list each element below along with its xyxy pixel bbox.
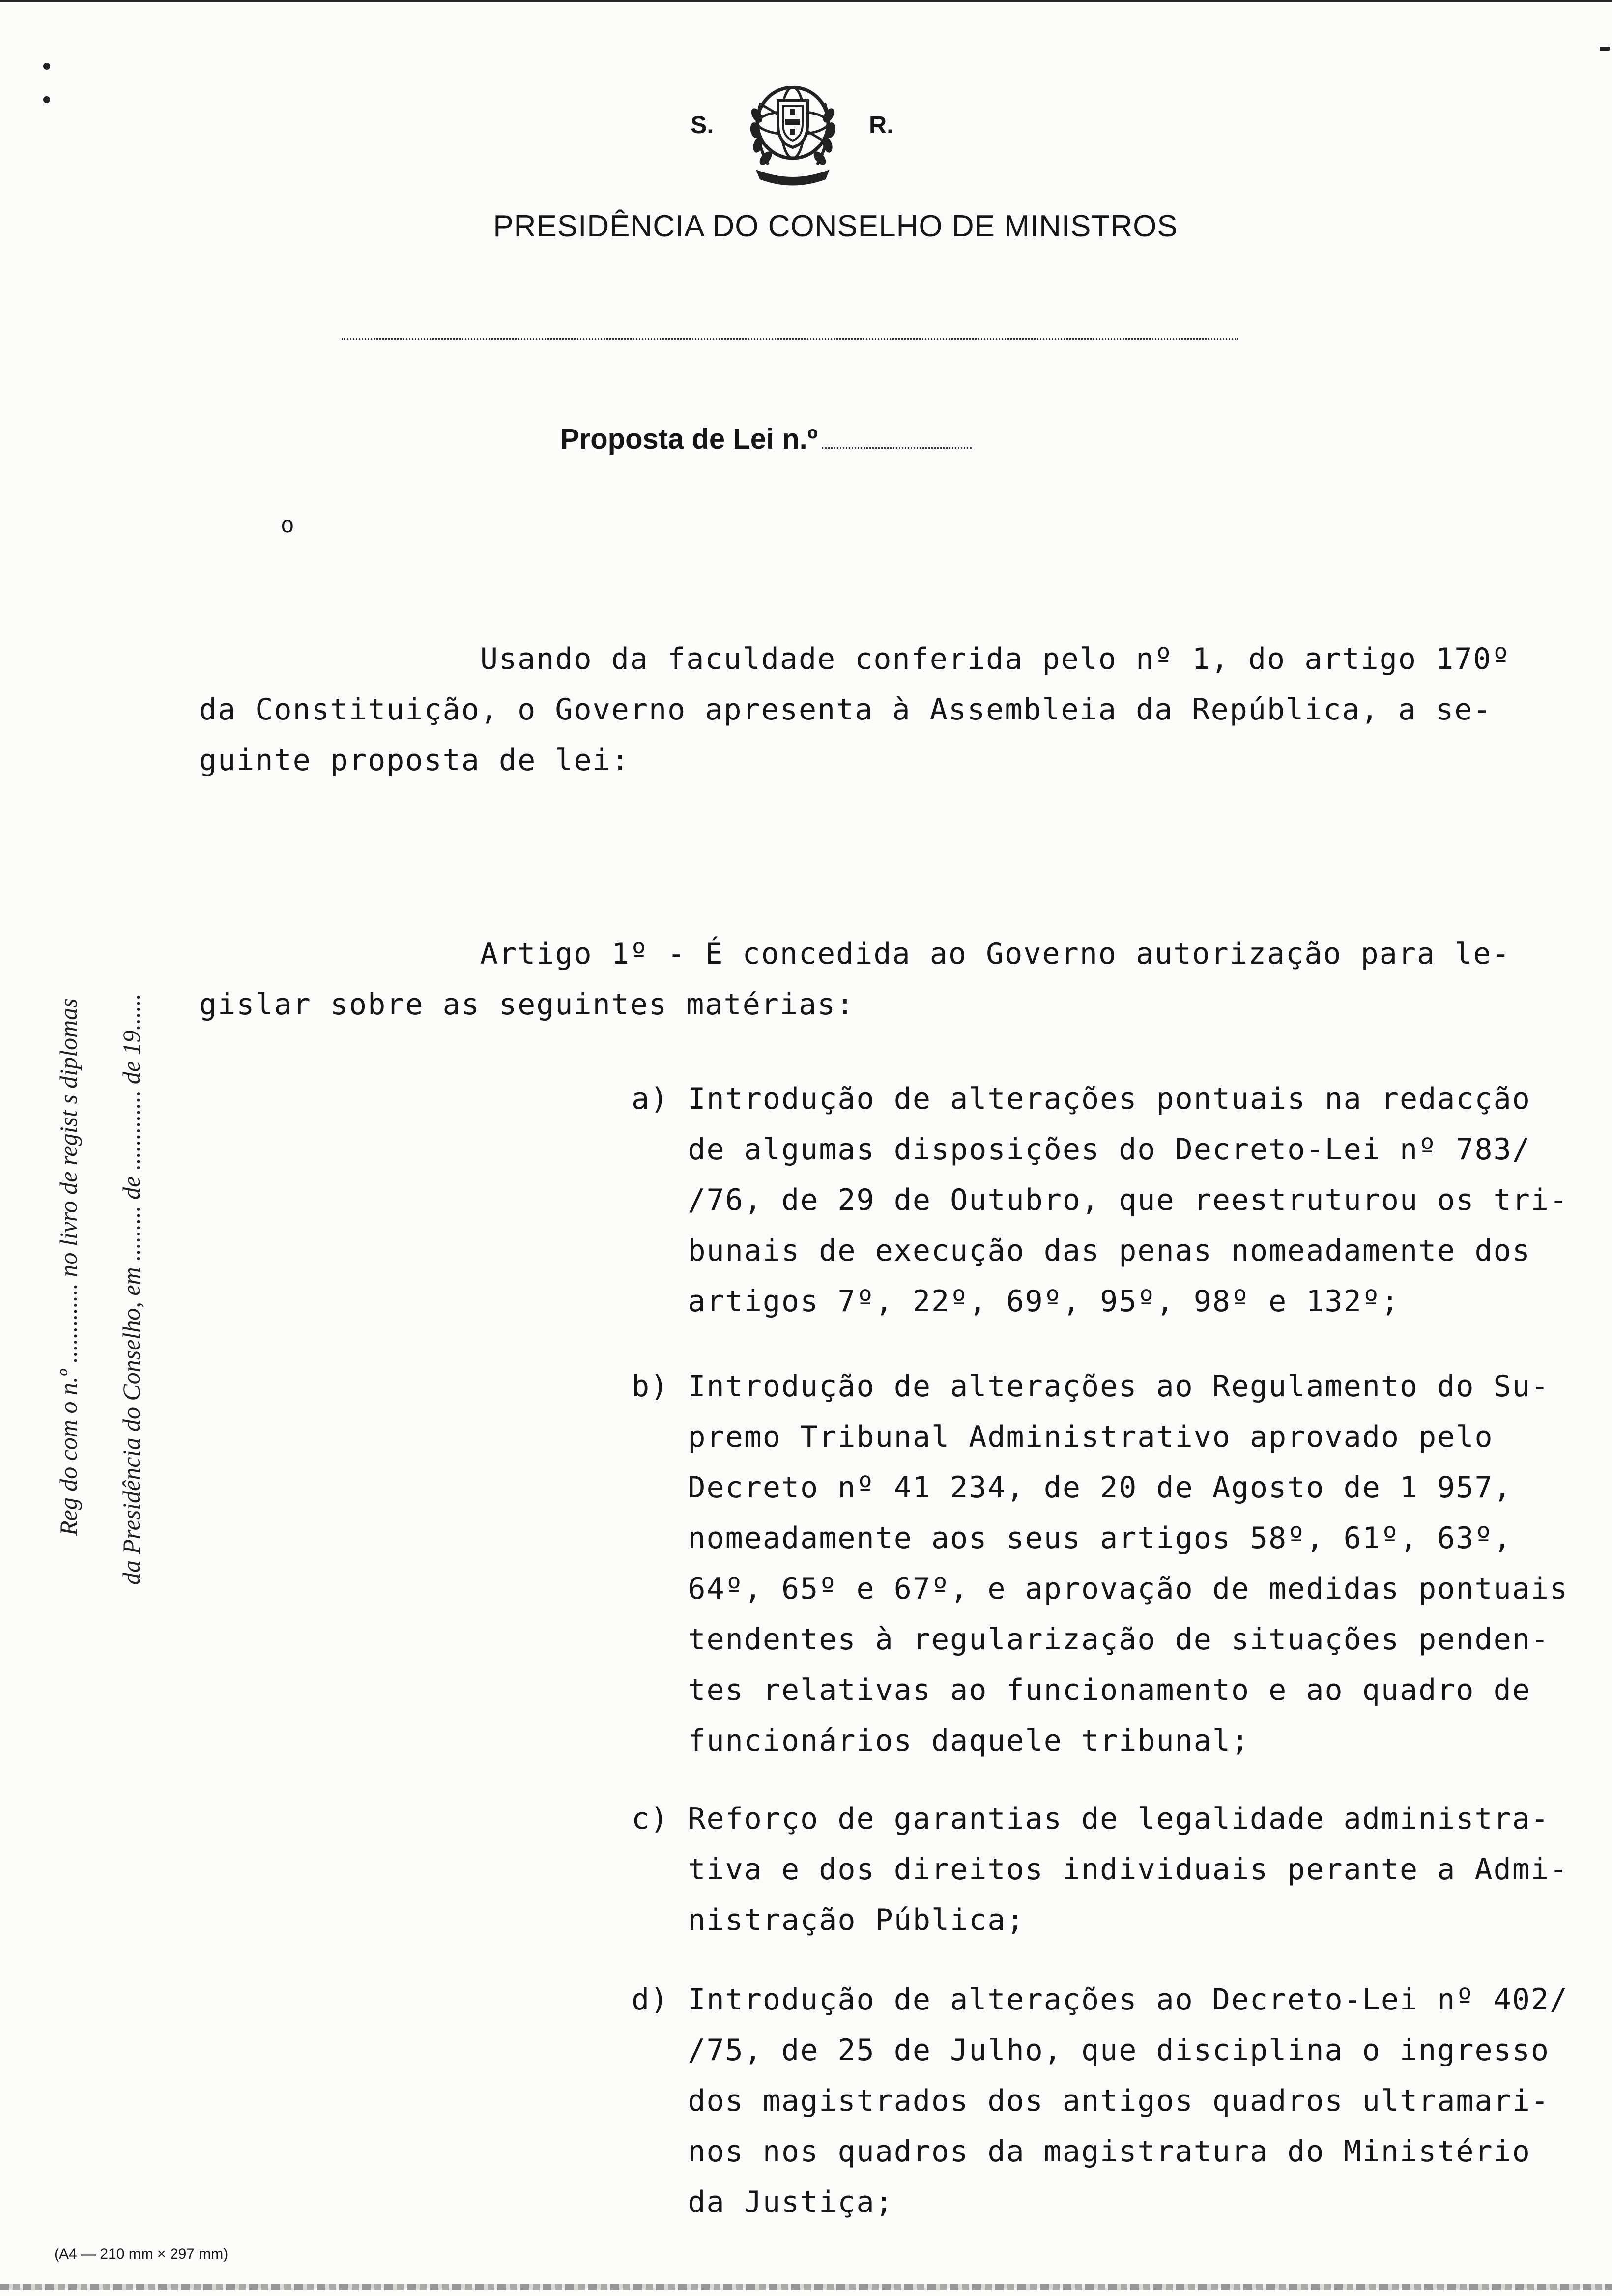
header-letter-s: S. [691, 111, 714, 139]
office-title: PRESIDÊNCIA DO CONSELHO DE MINISTROS [493, 209, 1178, 243]
header-letter-r: R. [869, 111, 893, 139]
portuguese-coat-of-arms-icon [741, 74, 844, 187]
article-1-paragraph: Artigo 1º - É concedida ao Governo autorização para le- gislar sobre as seguintes matérias: [199, 937, 1511, 1022]
list-item-b: b) Introdução de alterações ao Regulamento do Su- premo Tribunal Administrativo aprovado pelo Decreto nº 41 234, de 20 de Agosto de 1 957, nomeadamente aos seus artigos 58º, 61º, 63º, 64º, 65º e 67º, e aprovação de medidas pontuais tendentes à regularização de situações penden- tes relativas ao funcionamento e ao quadro de funcionários daquele tribunal; [632, 1369, 1569, 1758]
proposal-heading-label: Proposta de Lei n.º [560, 423, 818, 455]
binding-hole-mark [43, 63, 50, 70]
dotted-separator [342, 338, 1238, 340]
stray-mark: o [281, 512, 294, 537]
proposal-number-blank [822, 442, 972, 449]
paper-format-note: (A4 — 210 mm × 297 mm) [54, 2246, 229, 2262]
proposal-heading [560, 423, 972, 456]
list-item-a: a) Introdução de alterações pontuais na redacção de algumas disposições do Decreto-Lei nº 783/ /76, de 29 de Outubro, que reestruturou os tri- bunais de execução das penas nomeadamente dos artigos 7º, 22º, 69º, 95º, 98º e 132º; [632, 1082, 1569, 1319]
intro-paragraph: Usando da faculdade conferida pelo nº 1, do artigo 170º da Constituição, o Governo apresenta à Assembleia da República, a se- guinte proposta de lei: [199, 642, 1511, 777]
bottom-edge-strip [0, 2284, 1612, 2290]
list-item-c: c) Reforço de garantias de legalidade administra- tiva e dos direitos individuais perante a Admi- nistração Pública; [632, 1802, 1569, 1937]
top-border-rule [0, 0, 1612, 2]
margin-registration-stamp-line2: da Presidência do Conselho, em ......... de ............. de 19...... [117, 993, 145, 1585]
edge-mark [1600, 47, 1610, 51]
list-item-d: d) Introdução de alterações ao Decreto-Lei nº 402/ /75, de 25 de Julho, que disciplina o ingresso dos magistrados dos antigos quadros ultramari- nos nos quadros da magistratura do Ministério da Justiça; [632, 1982, 1569, 2219]
margin-registration-stamp-line1: Reg do com o n.º ............. no livro de regist s diplomas [55, 998, 82, 1536]
binding-hole-mark [43, 96, 50, 103]
